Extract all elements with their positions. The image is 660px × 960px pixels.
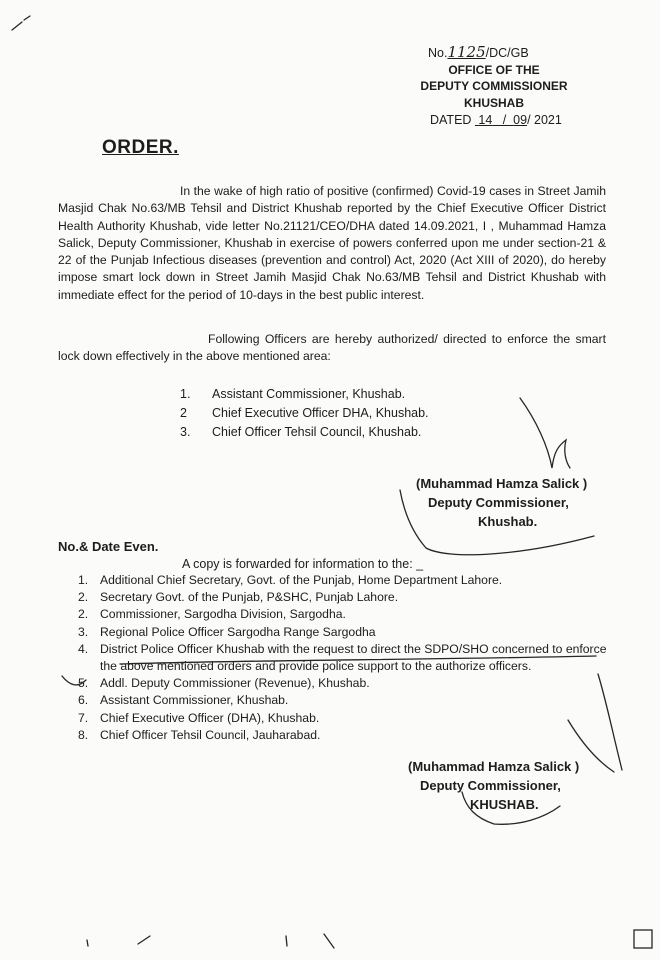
list-item xyxy=(78,641,608,675)
list-item-number: 2 xyxy=(180,406,187,420)
list-item xyxy=(78,606,608,623)
list-item xyxy=(78,589,608,606)
list-item-number: 1. xyxy=(78,573,89,587)
list-item xyxy=(78,710,608,727)
no-date-even: No.& Date Even. xyxy=(58,539,159,554)
office-header xyxy=(414,44,574,129)
office-line-1: OFFICE OF THE xyxy=(448,62,540,77)
list-item-text: Chief Officer Tehsil Council, Khushab. xyxy=(212,425,422,439)
forwarded-to-list xyxy=(78,572,608,744)
ref-suffix: /DC/GB xyxy=(485,46,529,60)
list-item xyxy=(78,692,608,709)
list-item xyxy=(180,423,429,442)
dated-day-value: 14 xyxy=(478,113,493,127)
office-line-3: KHUSHAB xyxy=(464,95,524,110)
list-item xyxy=(180,404,429,423)
list-item-text: Addl. Deputy Commissioner (Revenue), Khushab. xyxy=(100,676,370,691)
list-item-number: 3. xyxy=(78,624,89,639)
list-item-number: 7. xyxy=(78,710,89,725)
ref-prefix: No. xyxy=(428,46,448,60)
signatory-place: KHUSHAB. xyxy=(470,797,539,812)
document-title: ORDER. xyxy=(102,137,179,158)
copy-forwarded-line: A copy is forwarded for information to the: _ xyxy=(182,557,424,571)
list-item xyxy=(78,675,608,692)
signatory-name: (Muhammad Hamza Salick ) xyxy=(408,759,580,774)
office-line-2: DEPUTY COMMISSIONER xyxy=(420,79,568,93)
dated-month-value: 09 xyxy=(513,113,528,127)
order-paragraph-2: Following Officers are hereby authorized/ directed to enforce the smart lock down effectively in the above mentioned area: xyxy=(58,332,606,364)
list-item xyxy=(180,385,429,404)
signatory-place: Khushab. xyxy=(478,514,538,529)
dated-line xyxy=(414,112,574,129)
list-item-number: 5. xyxy=(78,676,89,691)
list-item-text: Assistant Commissioner, Khushab. xyxy=(100,693,289,708)
list-item-number: 8. xyxy=(78,727,89,742)
signatory-designation: Deputy Commissioner, xyxy=(428,495,569,510)
ref-handwritten-number: 1125 xyxy=(447,43,486,61)
authorized-officers-list xyxy=(180,385,429,442)
list-item-number: 4. xyxy=(78,641,89,656)
list-item-text: Regional Police Officer Sargodha Range Sargodha xyxy=(100,624,376,639)
dated-year: / 2021 xyxy=(527,113,562,127)
list-item-text: Chief Officer Tehsil Council, Jauharabad. xyxy=(100,727,321,742)
corner-mark xyxy=(12,16,30,30)
signatory-name: (Muhammad Hamza Salick ) xyxy=(416,476,588,491)
list-item xyxy=(78,624,608,641)
list-item-number: 3. xyxy=(180,425,191,439)
signature-block-2 xyxy=(408,757,579,814)
footer-marks xyxy=(87,934,334,948)
list-item-number: 2. xyxy=(78,607,89,622)
list-item xyxy=(78,727,608,744)
signatory-designation: Deputy Commissioner, xyxy=(420,778,561,793)
list-item-number: 2. xyxy=(78,590,89,605)
list-item-number: 1. xyxy=(180,387,191,401)
signature-block-1 xyxy=(416,474,587,531)
list-item-text: Assistant Commissioner, Khushab. xyxy=(212,387,406,401)
order-paragraph-1: In the wake of high ratio of positive (confirmed) Covid-19 cases in Street Jamih Masjid Chak No.63/MB Tehsil and District Khushab reported by the Chief Executive Officer District Health Authority Khushab, vide letter No.21121/CEO/DHA dated 14.09.2021, I , Muhammad Hamza Salick, Deputy Commissioner, Khushab in exercise of powers conferred upon me under section-21 & 22 of the Punjab Infectious diseases (prevention and control) Act, 2020 (Act XIII of 2020), do hereby impose smart lock down in Street Jamih Masjid Chak No.63/MB Tehsil and District Khushab with immediate effect for the period of 10-days in the best public interest. xyxy=(58,184,606,302)
list-item-text: District Police Officer Khushab with the request to direct the SDPO/SHO concerned to enforce the above mentioned orders and provide police support to the authorize officers. xyxy=(100,641,607,674)
list-item-number: 6. xyxy=(78,693,89,708)
list-item xyxy=(78,572,608,589)
dated-day: 14 / 09 xyxy=(478,113,528,127)
list-item-text: Chief Executive Officer DHA, Khushab. xyxy=(212,406,429,420)
list-item-text: Commissioner, Sargodha Division, Sargodha. xyxy=(100,607,346,622)
footer-stamp xyxy=(634,930,652,948)
list-item-text: Additional Chief Secretary, Govt. of the Punjab, Home Department Lahore. xyxy=(100,573,503,587)
reference-number xyxy=(414,44,574,62)
list-item-text: Secretary Govt. of the Punjab, P&SHC, Punjab Lahore. xyxy=(100,590,399,605)
dated-label: DATED xyxy=(430,113,472,127)
list-item-text: Chief Executive Officer (DHA), Khushab. xyxy=(100,710,320,725)
